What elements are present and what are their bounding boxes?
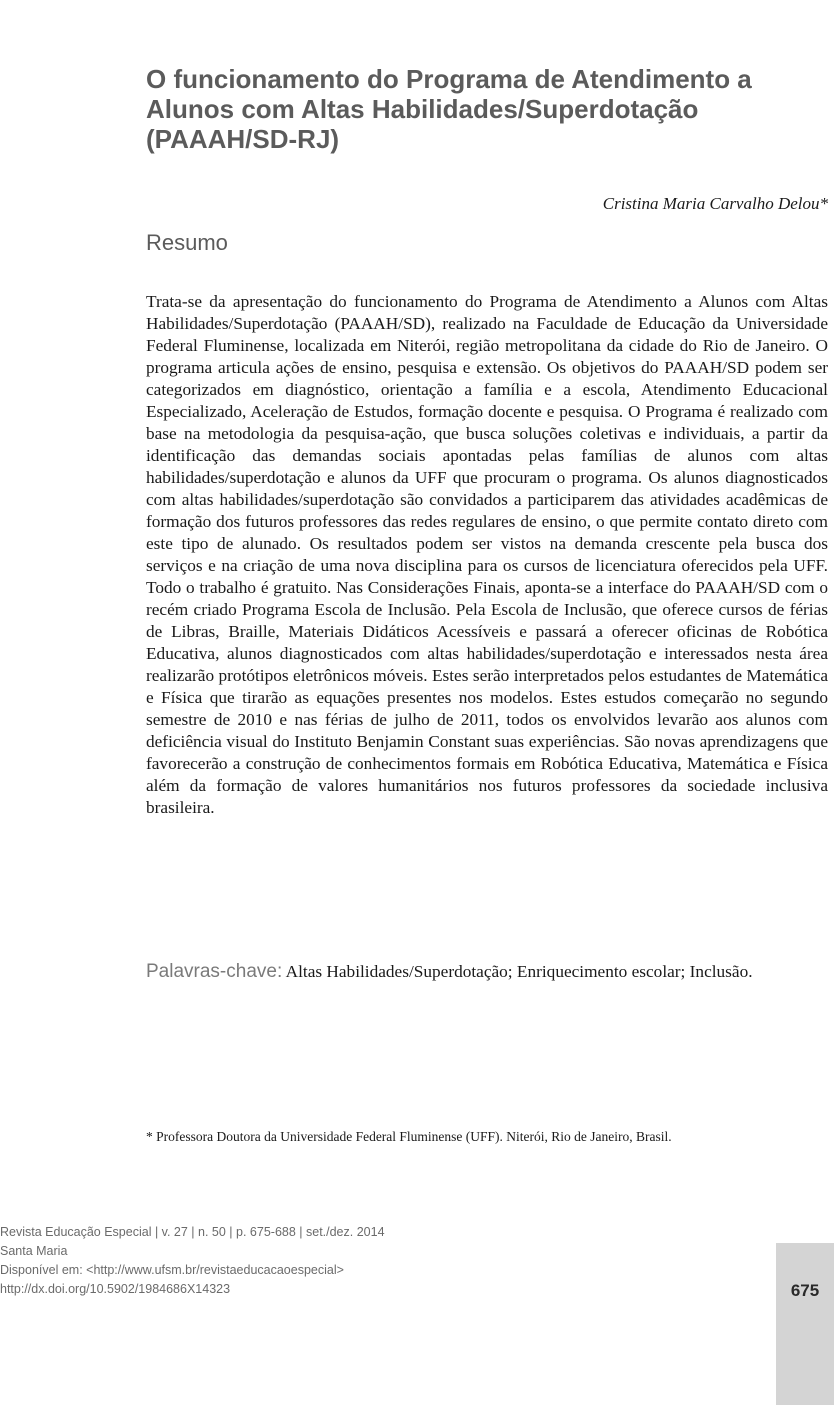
doi-link: http://dx.doi.org/10.5902/1984686X14323 — [0, 1282, 231, 1296]
page-number: 675 — [790, 1281, 820, 1300]
page-number-tab — [776, 1243, 834, 1405]
abstract-text: Trata-se da apresentação do funcionamento do Programa de Atendimento a Alunos com Altas Habilidades/Superdotação (PAAAH/SD), realizado na Faculdade de Educação da Universidade Federal Fluminense, localizada em Niterói, região metropolitana da cidade do Rio de Janeiro. O programa articula ações de ensino, pesquisa e extensão. Os objetivos do PAAAH/SD podem ser categorizados em diagnóstico, orientação a família e a escola, Atendimento Educacional Especializado, Aceleração de Estudos, formação docente e pesquisa. O Programa é realizado com base na metodologia da pesquisa-ação, que busca soluções coletivas e individuais, a partir da identificação das demandas sociais apontadas pelas famílias de alunos com altas habilidades/superdotação e alunos da UFF que procuram o programa. Os alunos diagnosticados com altas habilidades/superdotação são convidados a participarem das atividades acadêmicas de formação dos futuros professores das redes regulares de ensino, o que permite contato direto com este tipo de alunado. Os resultados podem ser vistos na demanda crescente pela busca dos serviços e na criação de uma nova disciplina para os cursos de licenciatura oferecidos pela UFF. Todo o trabalho é gratuito. Nas Considerações Finais, aponta-se a interface do PAAAH/SD com o recém criado Programa Escola de Inclusão. Pela Escola de Inclusão, que oferece cursos de férias de Libras, Braille, Materiais Didáticos Acessíveis e passará a oferecer oficinas de Robótica Educativa, alunos diagnosticados com altas habilidades/superdotação e interessados nesta área realizarão protótipos eletrônicos móveis. Estes serão interpretados pelos estudantes de Matemática e Física que tirarão as equações presentes nos modelos. Estes estudos começarão no segundo semestre de 2010 e nas férias de julho de 2011, todos os envolvidos levarão aos alunos com deficiência visual do Instituto Benjamin Constant suas experiências. São novas aprendizagens que favorecerão a construção de conhecimentos formais em Robótica Educativa, Matemática e Física além da formação de valores humanitários nos futuros professores da sociedade inclusiva brasileira. — [146, 292, 828, 817]
article-title: O funcionamento do Programa de Atendimento a Alunos com Altas Habilidades/Superdotação (PAAAH/SD-RJ) — [146, 64, 752, 154]
journal-city: Santa Maria — [0, 1244, 68, 1258]
keywords-line — [146, 961, 834, 983]
author-footnote: * Professora Doutora da Universidade Federal Fluminense (UFF). Niterói, Rio de Janeiro, Brasil. — [146, 1129, 672, 1144]
journal-citation: Revista Educação Especial | v. 27 | n. 50 | p. 675-688 | set./dez. 2014 — [0, 1225, 385, 1239]
keywords-list: Altas Habilidades/Superdotação; Enriquecimento escolar; Inclusão. — [285, 962, 753, 981]
journal-url: Disponível em: <http://www.ufsm.br/revistaeducacaoespecial> — [0, 1263, 344, 1277]
keywords-label: Palavras-chave: — [146, 961, 283, 982]
abstract-heading: Resumo — [146, 230, 228, 255]
journal-footer — [0, 1223, 520, 1299]
author-name: Cristina Maria Carvalho Delou* — [602, 194, 828, 213]
